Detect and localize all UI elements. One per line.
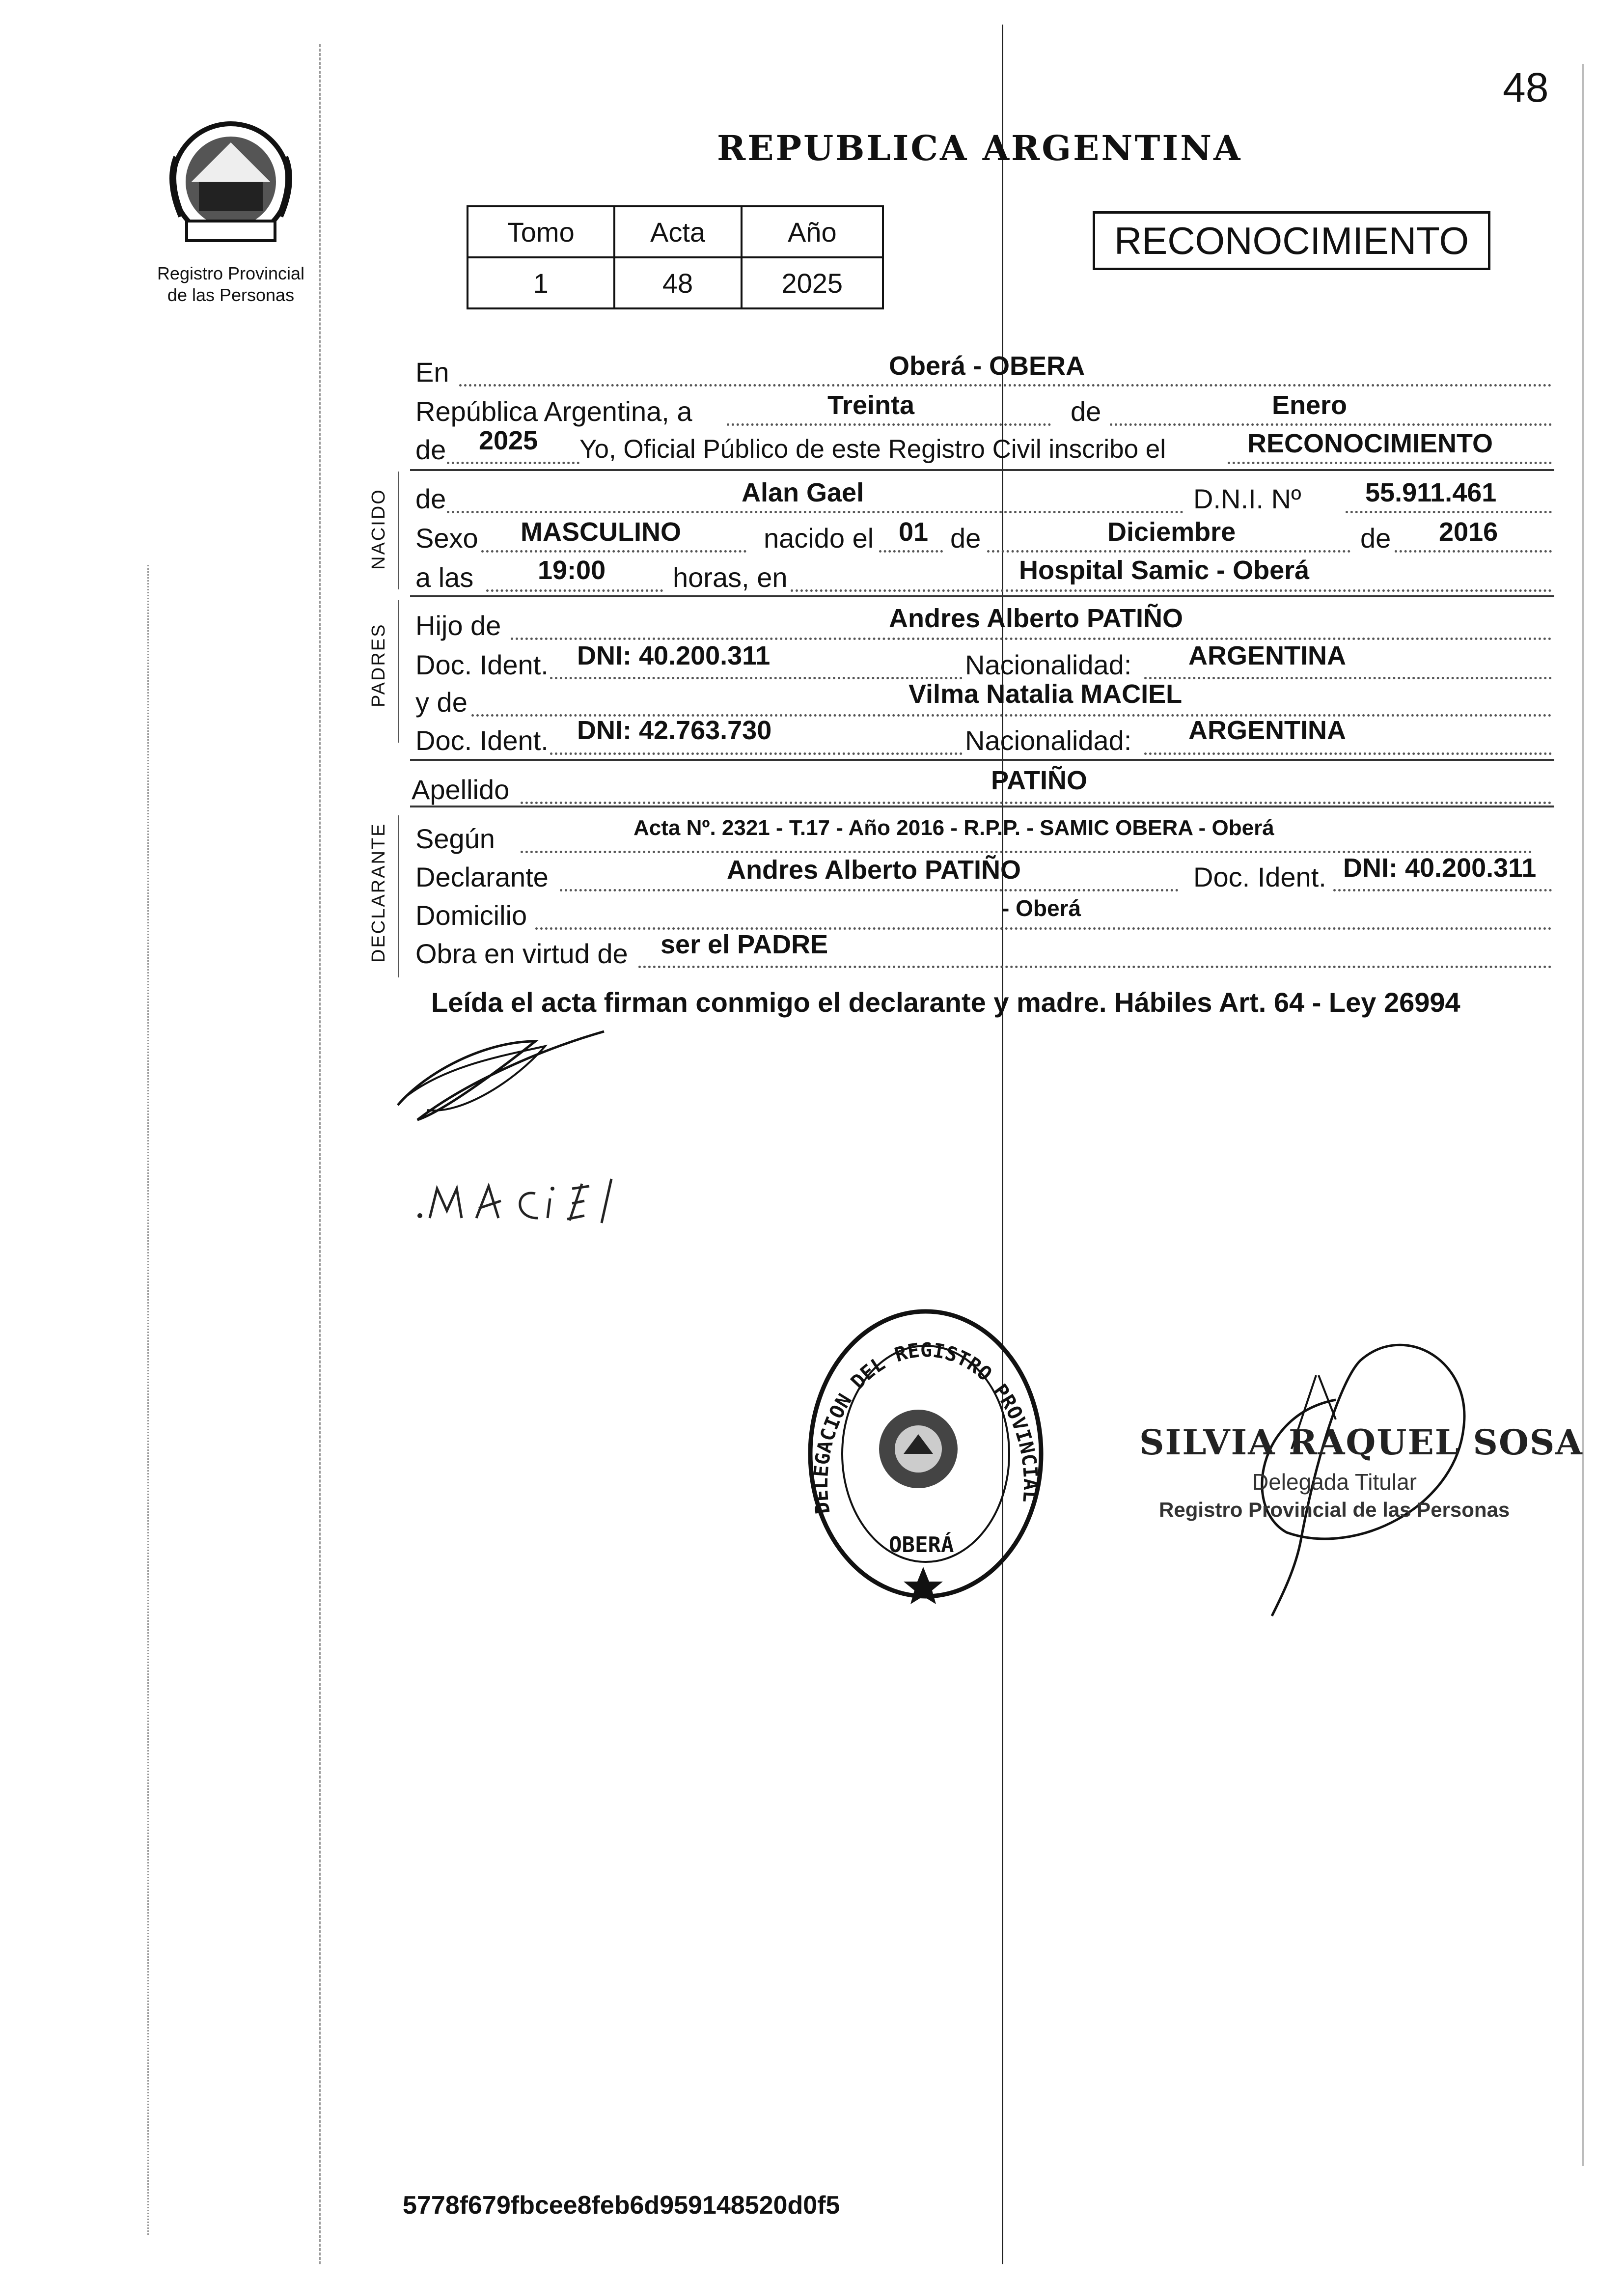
label-de-mes: de xyxy=(1071,396,1101,427)
official-role: Delegada Titular xyxy=(1252,1469,1417,1495)
value-lugar: Oberá - OBERA xyxy=(889,351,1085,381)
section-divider xyxy=(410,595,1554,597)
value-sexo: MASCULINO xyxy=(521,517,681,547)
registry-name: Registro Provincial de las Personas xyxy=(157,263,305,305)
section-divider xyxy=(410,759,1554,761)
label-obra-en-virtud: Obra en virtud de xyxy=(415,938,628,969)
value-anio-nac: 2016 xyxy=(1439,517,1498,547)
value-segun: Acta Nº. 2321 - T.17 - Año 2016 - R.P.P. - SAMIC OBERA - Oberá xyxy=(633,816,1274,840)
dotted-line xyxy=(521,802,1552,804)
document-title: REPUBLICA ARGENTINA xyxy=(717,128,1242,168)
outer-margin-guide xyxy=(147,565,149,2235)
dotted-line xyxy=(879,550,943,553)
section-bar-padres xyxy=(398,600,399,743)
document-hash: 5778f679fbcee8feb6d959148520d0f5 xyxy=(403,2191,840,2220)
label-hijo-de: Hijo de xyxy=(415,610,501,641)
dotted-line xyxy=(638,966,1552,968)
label-domicilio: Domicilio xyxy=(415,900,527,931)
label-yo-oficial: Yo, Oficial Público de este Registro Civil inscribo el xyxy=(579,435,1166,464)
delegation-stamp xyxy=(800,1307,1056,1613)
value-nombre: Alan Gael xyxy=(742,478,864,507)
value-lugar-nac: Hospital Samic - Oberá xyxy=(1019,556,1310,585)
value-tipo: RECONOCIMIENTO xyxy=(1247,429,1493,458)
page-number: 48 xyxy=(1503,64,1549,111)
value-declarante: Andres Alberto PATIÑO xyxy=(727,855,1021,885)
official-organization: Registro Provincial de las Personas xyxy=(1159,1498,1510,1521)
value-anio: 2025 xyxy=(479,426,538,455)
declarant-signature xyxy=(388,1012,624,1132)
table-value-acta: 48 xyxy=(614,257,742,308)
value-dni: 55.911.461 xyxy=(1365,478,1497,507)
left-margin-guide xyxy=(319,44,321,2264)
label-nacionalidad: Nacionalidad: xyxy=(965,649,1132,680)
dotted-line xyxy=(481,550,746,553)
label-dni: D.N.I. Nº xyxy=(1193,483,1301,514)
label-y-de: y de xyxy=(415,687,468,718)
label-de-anio: de xyxy=(415,434,446,465)
section-bar-nacido xyxy=(398,472,399,589)
dotted-line xyxy=(447,462,579,464)
section-label-padres: PADRES xyxy=(368,623,389,707)
section-bar-declarante xyxy=(398,815,399,977)
value-padre-nac: ARGENTINA xyxy=(1188,641,1346,670)
value-declarante-doc: DNI: 40.200.311 xyxy=(1343,853,1537,883)
record-table xyxy=(467,205,884,309)
table-header-acta: Acta xyxy=(614,206,742,257)
label-republica: República Argentina, a xyxy=(415,396,692,427)
label-horas-en: horas, en xyxy=(673,562,788,593)
official-name: SILVIA RAQUEL SOSA xyxy=(1139,1422,1583,1463)
label-apellido: Apellido xyxy=(412,774,510,805)
label-de-nombre: de xyxy=(415,483,446,514)
dotted-line xyxy=(459,384,1552,387)
mother-signature xyxy=(415,1169,631,1244)
value-mes: Enero xyxy=(1272,390,1348,420)
value-apellido: PATIÑO xyxy=(991,766,1087,795)
table-header-anio: Año xyxy=(742,206,883,257)
value-domicilio: - Oberá xyxy=(1002,895,1081,921)
svg-text:OBERÁ: OBERÁ xyxy=(889,1532,954,1557)
province-logo xyxy=(157,108,304,258)
value-dia: Treinta xyxy=(827,390,915,420)
dotted-line xyxy=(1144,752,1552,755)
section-label-nacido: NACIDO xyxy=(368,488,389,570)
dotted-line xyxy=(550,677,963,679)
dotted-line xyxy=(1144,677,1552,679)
right-margin-guide xyxy=(1582,64,1584,2166)
dotted-line xyxy=(727,423,1051,426)
label-de-anio2: de xyxy=(1360,523,1391,554)
table-value-tomo: 1 xyxy=(468,257,614,308)
value-madre-doc: DNI: 42.763.730 xyxy=(577,716,772,745)
dotted-line xyxy=(560,889,1179,891)
dotted-line xyxy=(1346,511,1552,513)
label-doc-ident: Doc. Ident. xyxy=(415,649,549,680)
section-label-declarante: DECLARANTE xyxy=(368,822,389,963)
label-declarante: Declarante xyxy=(415,862,549,892)
value-madre: Vilma Natalia MACIEL xyxy=(908,679,1183,709)
dotted-line xyxy=(486,589,663,592)
table-header-tomo: Tomo xyxy=(468,206,614,257)
dotted-line xyxy=(447,511,1184,513)
label-doc-ident2: Doc. Ident. xyxy=(415,725,549,756)
value-hora: 19:00 xyxy=(538,556,606,585)
label-nacido-el: nacido el xyxy=(764,523,874,554)
label-sexo: Sexo xyxy=(415,523,478,554)
label-segun: Según xyxy=(415,823,495,854)
label-de-mes2: de xyxy=(950,523,981,554)
value-obra-en-virtud: ser el PADRE xyxy=(661,930,828,959)
dotted-line xyxy=(550,752,963,755)
dotted-line xyxy=(1110,423,1552,426)
label-doc-ident3: Doc. Ident. xyxy=(1193,862,1326,892)
closing-text: Leída el acta firman conmigo el declarante y madre. Hábiles Art. 64 - Ley 26994 xyxy=(431,987,1460,1018)
dotted-line xyxy=(1333,889,1552,891)
dotted-line xyxy=(511,638,1552,640)
dotted-line xyxy=(791,589,1552,592)
label-nacionalidad2: Nacionalidad: xyxy=(965,725,1132,756)
value-dia-nac: 01 xyxy=(899,517,929,547)
label-en: En xyxy=(415,357,449,388)
dotted-line xyxy=(1395,550,1552,553)
label-a-las: a las xyxy=(415,562,474,593)
value-mes-nac: Diciembre xyxy=(1107,517,1236,547)
dotted-line xyxy=(1228,462,1552,464)
table-value-anio: 2025 xyxy=(742,257,883,308)
value-padre: Andres Alberto PATIÑO xyxy=(889,604,1184,633)
section-divider xyxy=(410,806,1554,807)
value-madre-nac: ARGENTINA xyxy=(1188,716,1346,745)
section-divider xyxy=(410,469,1554,471)
svg-text:DELEGACION DEL REGISTRO PROVIN: DELEGACION DEL REGISTRO PROVINCIAL xyxy=(809,1339,1042,1516)
value-padre-doc: DNI: 40.200.311 xyxy=(577,641,771,670)
dotted-line xyxy=(987,550,1350,553)
record-type-box: RECONOCIMIENTO xyxy=(1093,211,1490,270)
